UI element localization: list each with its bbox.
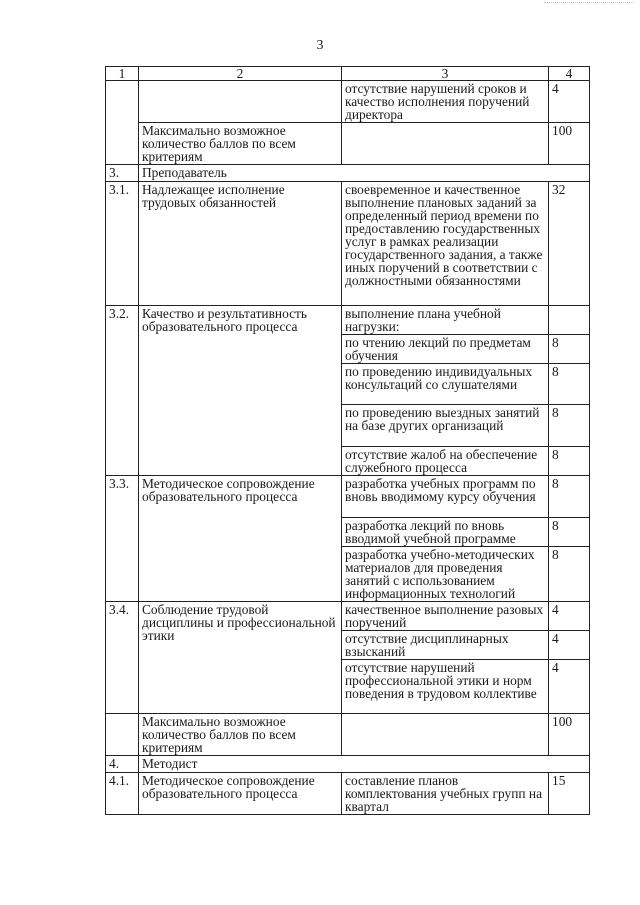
item-number: 3.4. xyxy=(106,602,139,714)
points-cell: 100 xyxy=(549,123,590,165)
criterion-cell: Надлежащее исполнение трудовых обязанностей xyxy=(139,182,342,306)
criterion-cell: Максимально возможное количество баллов по всем критериям xyxy=(139,123,342,165)
item-number: 3.1. xyxy=(106,182,139,306)
table-row xyxy=(106,714,590,756)
points-cell: 100 xyxy=(549,714,590,756)
header-cell: 4 xyxy=(549,67,590,81)
criterion-cell: Максимально возможное количество баллов по всем критериям xyxy=(139,714,342,756)
criterion-cell: Методическое сопровождение образовательного процесса xyxy=(139,773,342,815)
points-cell: 4 xyxy=(549,602,590,631)
indicator-cell: качественное выполнение разовых поручений xyxy=(342,602,549,631)
points-cell: 8 xyxy=(549,364,590,405)
table-cell xyxy=(342,123,549,165)
points-cell xyxy=(549,306,590,335)
criteria-table xyxy=(105,66,590,815)
scan-mark xyxy=(544,2,634,11)
points-cell: 4 xyxy=(549,631,590,660)
header-cell: 1 xyxy=(106,67,139,81)
indicator-cell: выполнение плана учебной нагрузки: xyxy=(342,306,549,335)
indicator-cell: по проведению выездных занятий на базе других организаций xyxy=(342,405,549,447)
table-row xyxy=(106,123,590,165)
table-row xyxy=(106,182,590,306)
table-row xyxy=(106,773,590,815)
section-number: 4. xyxy=(106,756,139,773)
table-row xyxy=(106,81,590,123)
indicator-cell: разработка учебно-методических материалов для проведения занятий с использованием информационных технологий xyxy=(342,547,549,602)
points-cell: 4 xyxy=(549,81,590,123)
criterion-cell: Методическое сопровождение образовательного процесса xyxy=(139,476,342,602)
table-cell xyxy=(342,714,549,756)
points-cell: 8 xyxy=(549,447,590,476)
section-row xyxy=(106,756,590,773)
header-cell: 2 xyxy=(139,67,342,81)
indicator-cell: разработка лекций по вновь вводимой учебной программе xyxy=(342,518,549,547)
points-cell: 8 xyxy=(549,405,590,447)
table-row xyxy=(106,602,590,631)
indicator-cell: своевременное и качественное выполнение плановых заданий за определенный период времени по предоставлению государственных услуг в рамках реализации государственного задания, а также иных поручений в соответствии с должностными обязанностями xyxy=(342,182,549,306)
table-row xyxy=(106,476,590,518)
page-number: 3 xyxy=(316,38,324,53)
points-cell: 32 xyxy=(549,182,590,306)
item-number: 3.3. xyxy=(106,476,139,602)
table-cell xyxy=(106,81,139,165)
table-row xyxy=(106,306,590,335)
indicator-cell: по чтению лекций по предметам обучения xyxy=(342,335,549,364)
points-cell: 8 xyxy=(549,547,590,602)
table-cell xyxy=(139,81,342,123)
indicator-cell: отсутствие дисциплинарных взысканий xyxy=(342,631,549,660)
table-cell xyxy=(106,714,139,756)
indicator-cell: отсутствие нарушений сроков и качество исполнения поручений директора xyxy=(342,81,549,123)
points-cell: 15 xyxy=(549,773,590,815)
table-header-row xyxy=(106,67,590,81)
section-row xyxy=(106,165,590,182)
points-cell: 8 xyxy=(549,518,590,547)
indicator-cell: составление планов комплектования учебных групп на квартал xyxy=(342,773,549,815)
section-number: 3. xyxy=(106,165,139,182)
indicator-cell: отсутствие жалоб на обеспечение служебного процесса xyxy=(342,447,549,476)
item-number: 4.1. xyxy=(106,773,139,815)
criterion-cell: Качество и результативность образовательного процесса xyxy=(139,306,342,476)
criterion-cell: Соблюдение трудовой дисциплины и профессиональной этики xyxy=(139,602,342,714)
points-cell: 8 xyxy=(549,476,590,518)
indicator-cell: разработка учебных программ по вновь вводимому курсу обучения xyxy=(342,476,549,518)
header-cell: 3 xyxy=(342,67,549,81)
points-cell: 8 xyxy=(549,335,590,364)
item-number: 3.2. xyxy=(106,306,139,476)
points-cell: 4 xyxy=(549,660,590,714)
indicator-cell: отсутствие нарушений профессиональной этики и норм поведения в трудовом коллективе xyxy=(342,660,549,714)
section-title: Преподаватель xyxy=(139,165,590,182)
section-title: Методист xyxy=(139,756,590,773)
indicator-cell: по проведению индивидуальных консультаций со слушателями xyxy=(342,364,549,405)
